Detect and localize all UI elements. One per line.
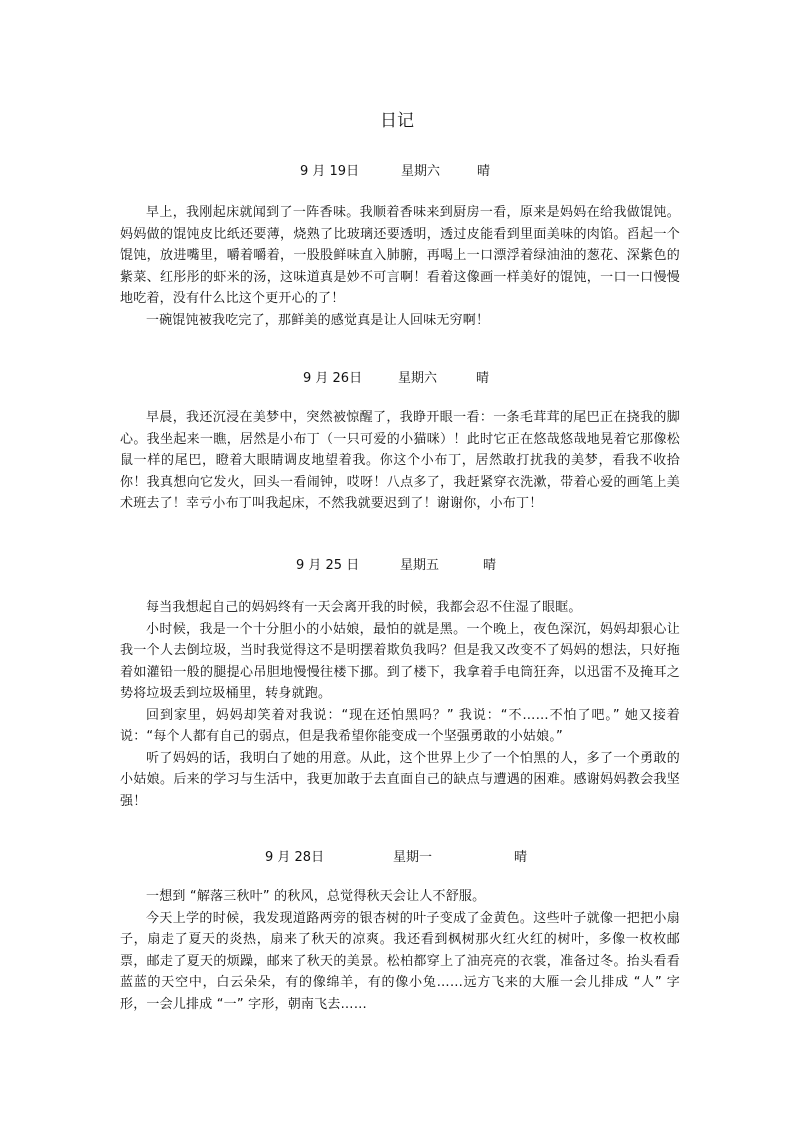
entry-paragraph: 一碗馄饨被我吃完了，那鲜美的感觉真是让人回味无穷啊！ <box>146 312 490 328</box>
entry-dateline <box>120 554 680 574</box>
entry-paragraph: 早晨，我还沉浸在美梦中，突然被惊醒了，我睁开眼一看：一条毛茸茸的尾巴正在挠我的脚心。我坐起来一瞧，居然是小布丁（一只可爱的小猫咪）！此时它正在悠哉悠哉地晃着它那像松鼠一样的尾巴，瞪着大眼睛调皮地望着我。你这个小布丁，居然敢打扰我的美梦，看我不收拾你！我真想向它发火，回头一看闹钟，哎呀！八点多了，我赶紧穿衣洗漱，带着心爱的画笔上美术班去了！幸亏小布丁叫我起床，不然我就要迟到了！谢谢你，小布丁！ <box>120 410 680 511</box>
entry-paragraph: 每当我想起自己的妈妈终有一天会离开我的时候，我都会忍不住湿了眼眶。 <box>146 600 582 615</box>
diary-entry <box>120 160 680 331</box>
entry-paragraph: 早上，我刚起床就闻到了一阵香味。我顺着香味来到厨房一看，原来是妈妈在给我做馄饨。妈妈做的馄饨皮比纸还要薄，烧熟了比玻璃还要透明，透过皮能看到里面美味的肉馅。舀起一个馄饨，放进嘴里，嚼着嚼着，一股股鲜味直入肺腑，再喝上一口漂浮着绿油油的葱花、深紫色的紫菜、红彤彤的虾米的汤，这味道真是妙不可言啊！看着这像画一样美好的馄饨，一口一口慢慢地吃着，没有什么比这个更开心的了！ <box>120 205 680 306</box>
entry-paragraph: 小时候，我是一个十分胆小的小姑娘，最怕的就是黑。一个晚上，夜色深沉，妈妈却狠心让我一个人去倒垃圾，当时我觉得这不是明摆着欺负我吗？但是我又改变不了妈妈的想法，只好拖着如灌铅一般的腿提心吊胆地慢慢往楼下挪。到了楼下，我拿着手电筒狂奔，以迅雷不及掩耳之势将垃圾丢到垃圾桶里，转身就跑。 <box>120 621 680 701</box>
entry-date: 9 月 25 日 <box>296 558 360 573</box>
entry-body <box>120 202 680 331</box>
entry-dateline <box>120 846 680 866</box>
entry-date: 9 月 19日 <box>300 164 360 179</box>
entry-date: 9 月 28日 <box>265 850 325 865</box>
entry-weekday: 星期六 <box>401 164 441 179</box>
page-title: 日记 <box>380 111 414 131</box>
entry-dateline <box>120 160 680 180</box>
entry-paragraph: 今天上学的时候，我发现道路两旁的银杏树的叶子变成了金黄色。这些叶子就像一把把小扇子，扇走了夏天的炎热，扇来了秋天的凉爽。我还看到枫树那火红火红的树叶，多像一枚枚邮票，邮走了夏天的烦躁，邮来了秋天的美景。松柏都穿上了油亮亮的衣裳，准备过冬。抬头看看蓝蓝的天空中，白云朵朵，有的像绵羊，有的像小兔……远方飞来的大雁一会儿排成 “人” 字形，一会儿排成 “一” 字形，朝南飞去…… <box>120 910 680 1012</box>
entry-paragraph: 一想到 “解落三秋叶” 的秋风，总觉得秋天会让人不舒服。 <box>146 889 486 904</box>
entry-weather: 晴 <box>483 558 497 573</box>
entry-paragraph: 回到家里，妈妈却笑着对我说：“现在还怕黑吗？” 我说：“不……不怕了吧。” 她又接着说：“每个人都有自己的弱点，但是我希望你能变成一个坚强勇敢的小姑娘。” <box>120 707 680 744</box>
entry-date: 9 月 26日 <box>303 371 363 386</box>
entry-body <box>120 597 680 812</box>
entry-weekday: 星期六 <box>398 371 438 386</box>
diary-entry <box>120 846 680 1015</box>
entry-weekday: 星期一 <box>393 850 433 865</box>
entry-weekday: 星期五 <box>400 558 440 573</box>
entry-weather: 晴 <box>477 164 491 179</box>
entry-weather: 晴 <box>514 850 528 865</box>
entry-paragraph: 听了妈妈的话，我明白了她的用意。从此，这个世界上少了一个怕黑的人，多了一个勇敢的小姑娘。后来的学习与生活中，我更加敢于去直面自己的缺点与遭遇的困难。感谢妈妈教会我坚强！ <box>120 750 680 809</box>
entry-body <box>120 886 680 1015</box>
entry-dateline <box>120 367 680 387</box>
diary-entry <box>120 554 680 812</box>
entry-weather: 晴 <box>476 371 490 386</box>
entry-body <box>120 407 680 515</box>
diary-entry <box>120 367 680 515</box>
